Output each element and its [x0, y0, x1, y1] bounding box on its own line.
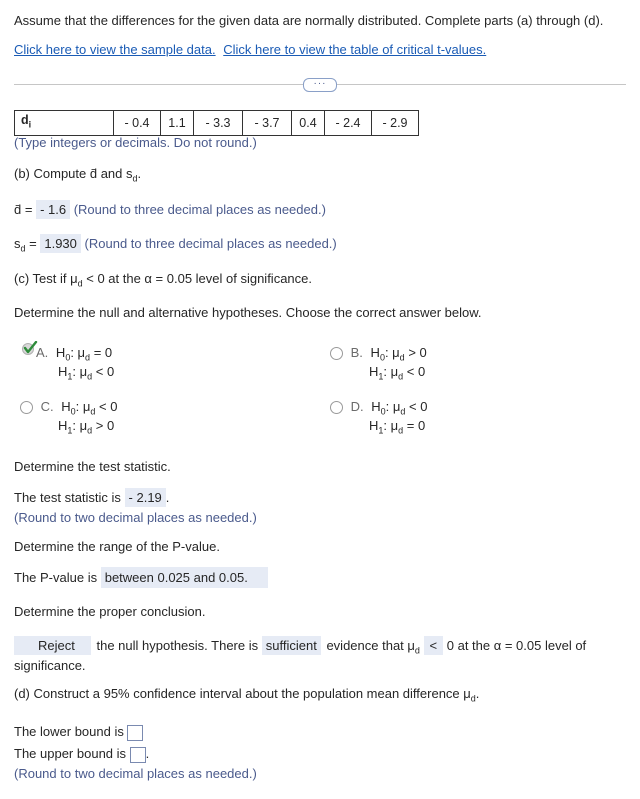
upper-bound-row: The upper bound is .	[14, 746, 150, 761]
critical-values-link[interactable]: Click here to view the table of critical t-values.	[223, 42, 487, 57]
pvalue-prompt: Determine the range of the P-value.	[14, 539, 220, 554]
part-d-prompt: (d) Construct a 95% confidence interval about the population mean difference $\mu_d$.	[14, 686, 480, 704]
dbar-hint: (Round to three decimal places as needed.)	[73, 202, 326, 217]
option-c-h1: $H_1$: $\mu_d > 0$	[58, 418, 115, 436]
pvalue-row: The P-value is between 0.025 and 0.05.	[14, 570, 268, 585]
sd-answer[interactable]: 1.930	[40, 234, 81, 253]
table-hint: (Type integers or decimals. Do not round.)	[14, 135, 257, 150]
dbar-row	[14, 202, 326, 217]
part-c-prompt: (c) Test if $\mu_d < 0$ at the α = 0.05 level of significance.	[14, 271, 313, 289]
test-stat-prompt: Determine the test statistic.	[14, 459, 171, 474]
part-b-prompt: (b) Compute d̄ and $s_d$.	[14, 166, 142, 184]
dbar-label: d̄ =	[14, 202, 33, 217]
instructions-text: Assume that the differences for the given data are normally distributed. Complete parts (a) through (d).	[14, 13, 604, 28]
upper-bound-input[interactable]	[130, 747, 146, 763]
table-cell: - 3.7	[243, 111, 292, 136]
table-header-di: $d_i$	[15, 111, 114, 136]
table-cell: 1.1	[161, 111, 194, 136]
sd-row	[14, 236, 337, 254]
lower-bound-row: The lower bound is	[14, 724, 143, 741]
conclusion-row: Reject the null hypothesis. There is sufficient evidence that $\mu_d < 0$ at the α = 0.05 level of	[14, 638, 586, 656]
option-b-h1: $H_1$: $\mu_d < 0$	[369, 364, 426, 382]
option-c[interactable]: C. $H_0$: $\mu_d < 0$	[20, 399, 117, 417]
pvalue-answer[interactable]: between 0.025 and 0.05.	[101, 567, 268, 588]
test-stat-row: The test statistic is - 2.19 .	[14, 490, 170, 505]
sample-data-table	[14, 110, 419, 136]
option-d-radio[interactable]	[330, 401, 343, 414]
lower-bound-input[interactable]	[127, 725, 143, 741]
sd-hint: (Round to three decimal places as needed.)	[84, 236, 337, 251]
test-stat-answer[interactable]: - 2.19	[125, 488, 166, 507]
option-a[interactable]: A. $H_0$: $\mu_d = 0$	[36, 345, 113, 363]
table-cell: - 2.4	[325, 111, 372, 136]
option-d[interactable]: D. $H_0$: $\mu_d < 0$	[330, 399, 427, 417]
conclusion-wrap: significance.	[14, 658, 86, 673]
test-stat-hint: (Round to two decimal places as needed.)	[14, 510, 257, 525]
option-a-h1: $H_1$: $\mu_d < 0$	[58, 364, 115, 382]
part-d-hint: (Round to two decimal places as needed.)	[14, 766, 257, 781]
conclusion-prompt: Determine the proper conclusion.	[14, 604, 206, 619]
expand-more-button[interactable]: ···	[303, 78, 337, 92]
table-cell: - 0.4	[114, 111, 161, 136]
option-c-radio[interactable]	[20, 401, 33, 414]
reject-dropdown[interactable]: Reject	[14, 636, 91, 655]
dbar-answer[interactable]: - 1.6	[36, 200, 70, 219]
option-b[interactable]: B. $H_0$: $\mu_d > 0$	[330, 345, 427, 363]
table-cell: 0.4	[292, 111, 325, 136]
table-cell: - 3.3	[194, 111, 243, 136]
table-cell: - 2.9	[372, 111, 419, 136]
evidence-dropdown[interactable]: sufficient	[262, 636, 321, 655]
option-d-h1: $H_1$: $\mu_d = 0$	[369, 418, 426, 436]
sd-label: $s_d$ =	[14, 236, 37, 254]
inequality-dropdown[interactable]: <	[424, 636, 444, 655]
option-b-radio[interactable]	[330, 347, 343, 360]
hypotheses-prompt: Determine the null and alternative hypotheses. Choose the correct answer below.	[14, 305, 482, 320]
sample-data-link[interactable]: Click here to view the sample data.	[14, 42, 216, 57]
